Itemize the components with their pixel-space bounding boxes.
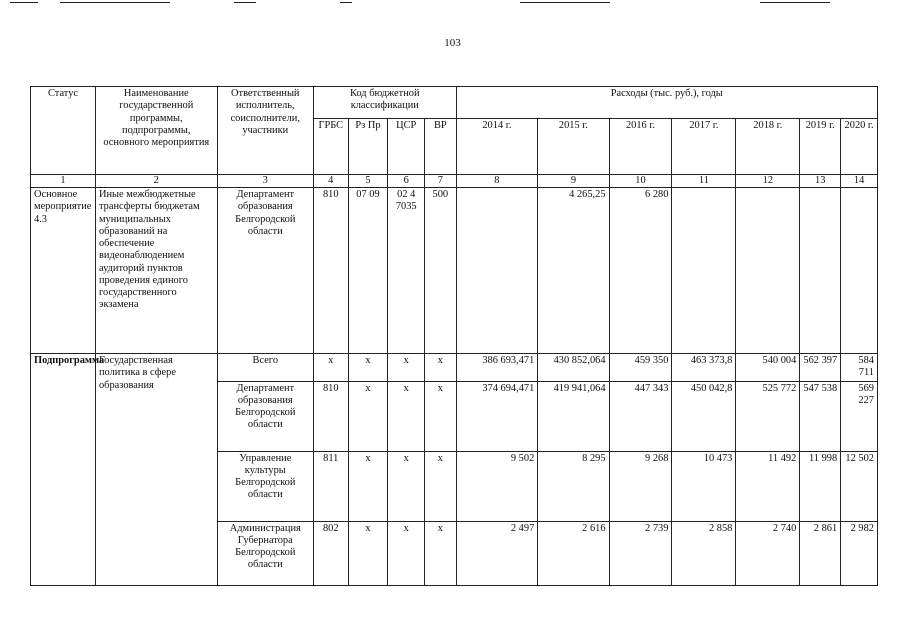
- scan-artifact-line: [340, 2, 352, 3]
- activity-name: Иные межбюджетные трансферты бюджетам муниципальных образований на обеспечение видеонаблюдением аудиторий пунктов проведения единого государственного экзамена: [95, 188, 217, 354]
- column-number: 12: [736, 175, 800, 188]
- grbs-cell: 810: [313, 381, 348, 451]
- value-cell-2019: 547 538: [800, 381, 841, 451]
- column-number: 3: [217, 175, 313, 188]
- column-number-row: [31, 175, 878, 188]
- header-year-2017: 2017 г.: [672, 119, 736, 175]
- column-number: 1: [31, 175, 96, 188]
- column-number: 6: [388, 175, 425, 188]
- scan-artifact-line: [60, 2, 170, 3]
- header-year-2016: 2016 г.: [609, 119, 672, 175]
- value-cell-2019: 562 397: [800, 354, 841, 382]
- header-year-2015: 2015 г.: [538, 119, 609, 175]
- csr-cell: х: [388, 521, 425, 585]
- column-number: 9: [538, 175, 609, 188]
- header-vr: ВР: [425, 119, 456, 175]
- value-cell-2016: 447 343: [609, 381, 672, 451]
- executor-cell: Администрация Губернатора Белгородской области: [217, 521, 313, 585]
- activity-value-2014: [456, 188, 538, 354]
- value-cell-2017: 10 473: [672, 451, 736, 521]
- activity-value-2015: 4 265,25: [538, 188, 609, 354]
- value-cell-2020: 12 502: [841, 451, 878, 521]
- column-number: 5: [348, 175, 388, 188]
- header-year-2018: 2018 г.: [736, 119, 800, 175]
- value-cell-2019: 11 998: [800, 451, 841, 521]
- value-cell-2018: 11 492: [736, 451, 800, 521]
- value-cell-2016: 459 350: [609, 354, 672, 382]
- activity-value-2018: [736, 188, 800, 354]
- activity-rzpr: 07 09: [348, 188, 388, 354]
- header-csr: ЦСР: [388, 119, 425, 175]
- rzpr-cell: х: [348, 451, 388, 521]
- rzpr-cell: х: [348, 354, 388, 382]
- budget-table: [30, 86, 878, 586]
- value-cell-2016: 9 268: [609, 451, 672, 521]
- value-cell-2020: 569 227: [841, 381, 878, 451]
- page-number: 103: [444, 37, 461, 49]
- activity-value-2019: [800, 188, 841, 354]
- activity-value-2017: [672, 188, 736, 354]
- grbs-cell: 802: [313, 521, 348, 585]
- column-number: 4: [313, 175, 348, 188]
- scan-artifact-line: [10, 2, 38, 3]
- csr-cell: х: [388, 354, 425, 382]
- vr-cell: х: [425, 381, 456, 451]
- rzpr-cell: х: [348, 521, 388, 585]
- value-cell-2014: 374 694,471: [456, 381, 538, 451]
- column-number: 10: [609, 175, 672, 188]
- executor-cell: Управление культуры Белгородской области: [217, 451, 313, 521]
- scan-artifact-line: [520, 2, 610, 3]
- header-grbs: ГРБС: [313, 119, 348, 175]
- activity-status: Основное мероприятие 4.3: [31, 188, 96, 354]
- scan-artifact-line: [234, 2, 256, 3]
- value-cell-2014: 386 693,471: [456, 354, 538, 382]
- header-executor: Ответственный исполнитель, соисполнители, участники: [217, 87, 313, 175]
- value-cell-2018: 2 740: [736, 521, 800, 585]
- activity-value-2020: [841, 188, 878, 354]
- header-year-2014: 2014 г.: [456, 119, 538, 175]
- csr-cell: х: [388, 381, 425, 451]
- column-number: 2: [95, 175, 217, 188]
- value-cell-2020: 584 711: [841, 354, 878, 382]
- value-cell-2015: 2 616: [538, 521, 609, 585]
- value-cell-2017: 450 042,8: [672, 381, 736, 451]
- vr-cell: х: [425, 354, 456, 382]
- header-rzpr: Рз Пр: [348, 119, 388, 175]
- subprogram-name: Государственная политика в сфере образования: [95, 354, 217, 586]
- header-budget-code: Код бюджетной классификации: [313, 87, 456, 119]
- executor-cell: Департамент образования Белгородской области: [217, 381, 313, 451]
- value-cell-2015: 8 295: [538, 451, 609, 521]
- header-expenses: Расходы (тыс. руб.), годы: [456, 87, 877, 119]
- value-cell-2019: 2 861: [800, 521, 841, 585]
- column-number: 13: [800, 175, 841, 188]
- value-cell-2015: 430 852,064: [538, 354, 609, 382]
- value-cell-2015: 419 941,064: [538, 381, 609, 451]
- rzpr-cell: х: [348, 381, 388, 451]
- header-name: Наименование государственной программы, подпрограммы, основного мероприятия: [95, 87, 217, 175]
- column-number: 8: [456, 175, 538, 188]
- value-cell-2014: 9 502: [456, 451, 538, 521]
- vr-cell: х: [425, 521, 456, 585]
- executor-cell: Всего: [217, 354, 313, 382]
- value-cell-2017: 463 373,8: [672, 354, 736, 382]
- column-number: 14: [841, 175, 878, 188]
- header-year-2020: 2020 г.: [841, 119, 878, 175]
- value-cell-2016: 2 739: [609, 521, 672, 585]
- activity-executor: Департамент образования Белгородской области: [217, 188, 313, 354]
- value-cell-2014: 2 497: [456, 521, 538, 585]
- scan-artifact-line: [760, 2, 830, 3]
- csr-cell: х: [388, 451, 425, 521]
- header-year-2019: 2019 г.: [800, 119, 841, 175]
- subprogram-row-total: [31, 354, 878, 382]
- header-status: Статус: [31, 87, 96, 175]
- grbs-cell: 811: [313, 451, 348, 521]
- activity-csr: 02 4 7035: [388, 188, 425, 354]
- activity-row: [31, 188, 878, 354]
- column-number: 7: [425, 175, 456, 188]
- value-cell-2017: 2 858: [672, 521, 736, 585]
- column-number: 11: [672, 175, 736, 188]
- grbs-cell: х: [313, 354, 348, 382]
- subprogram-status: Подпрограмма: [31, 354, 96, 586]
- value-cell-2018: 525 772: [736, 381, 800, 451]
- vr-cell: х: [425, 451, 456, 521]
- value-cell-2018: 540 004: [736, 354, 800, 382]
- activity-value-2016: 6 280: [609, 188, 672, 354]
- activity-grbs: 810: [313, 188, 348, 354]
- activity-vr: 500: [425, 188, 456, 354]
- value-cell-2020: 2 982: [841, 521, 878, 585]
